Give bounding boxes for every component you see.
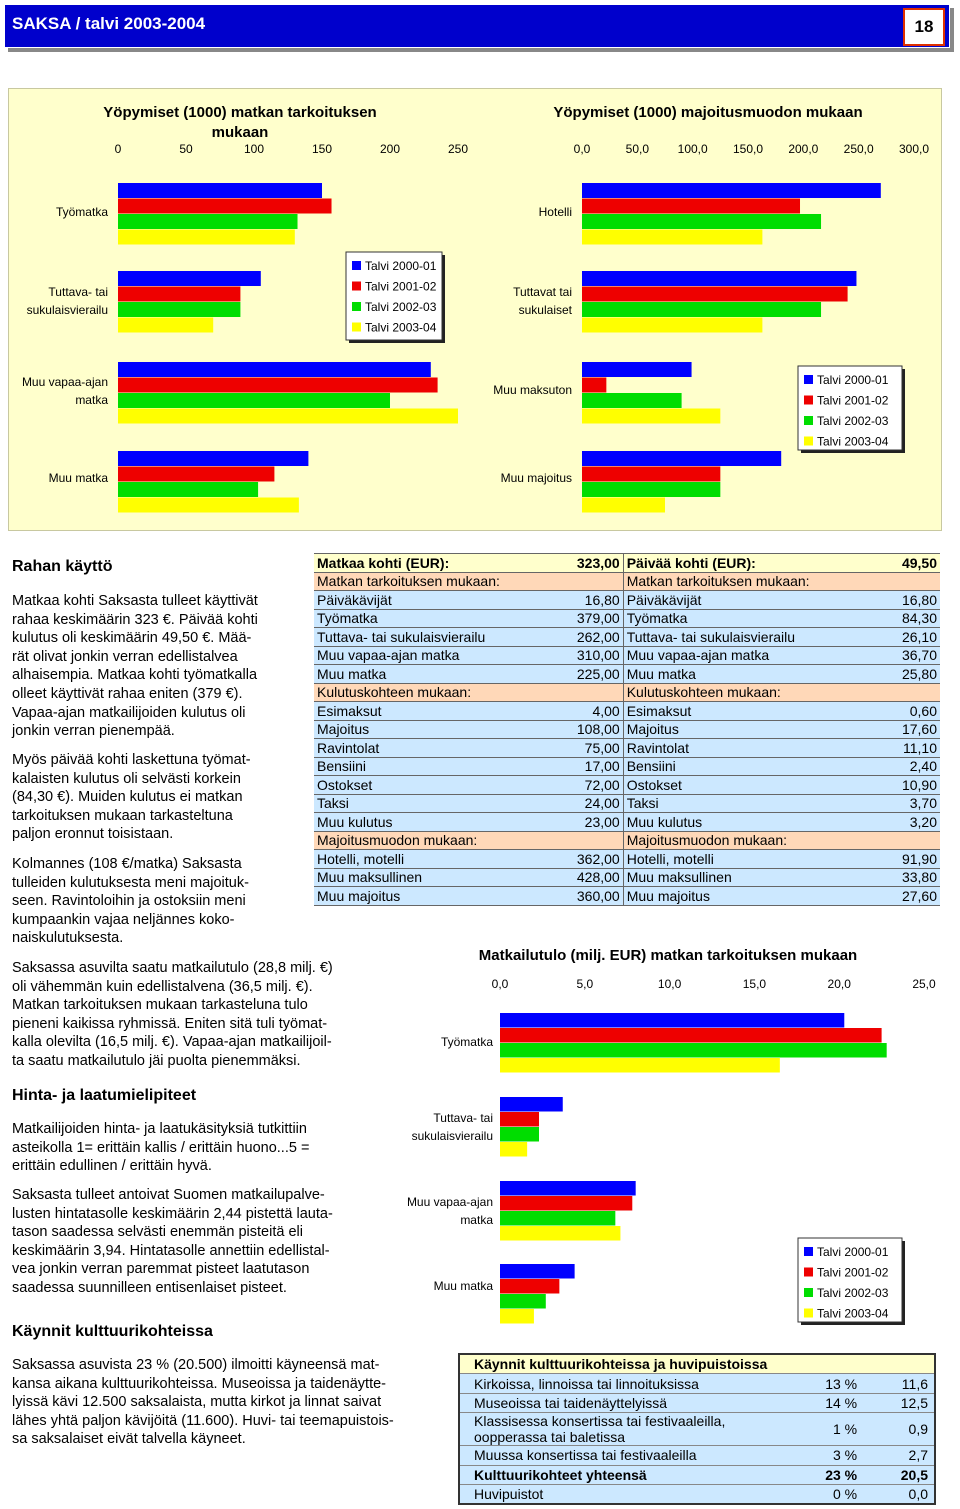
row-label-line: Huvipuistot	[474, 1486, 544, 1503]
table-cell: 17,00	[540, 757, 623, 776]
table-row	[314, 850, 940, 869]
table-row	[314, 628, 940, 647]
bar	[500, 1196, 632, 1211]
bar	[118, 451, 308, 466]
bar	[500, 1279, 559, 1294]
table-title: Käynnit kulttuurikohteissa ja huvipuistoissa	[459, 1354, 935, 1374]
row-label	[459, 1446, 793, 1465]
legend-swatch	[804, 1247, 813, 1256]
bar	[118, 498, 299, 513]
text-line: pieneni kaikissa ryhmissä. Eniten sitä tuli työmat-	[12, 1015, 328, 1032]
text-line: tason saadessa selvästi enemmän pisteitä eli	[12, 1224, 303, 1241]
category-label: sukulaiset	[518, 303, 572, 317]
table-row	[314, 646, 940, 665]
table-cell: 49,50	[850, 554, 940, 573]
legend-label: Talvi 2002-03	[817, 1286, 889, 1300]
bar	[118, 271, 261, 286]
bar	[118, 302, 240, 317]
spending-table	[314, 553, 940, 906]
table-cell: Tuttava- tai sukulaisvierailu	[314, 628, 540, 647]
row-label-line: Klassisessa konsertissa tai festivaaleilla,	[474, 1413, 726, 1430]
bar	[500, 1112, 539, 1127]
bar	[500, 1013, 844, 1028]
tick-label: 10,0	[657, 977, 682, 991]
bar	[582, 362, 692, 377]
page-title: SAKSA / talvi 2003-2004	[12, 14, 206, 33]
legend-label: Talvi 2003-04	[365, 320, 437, 335]
bar	[582, 214, 821, 229]
legend-swatch	[804, 1309, 813, 1318]
table-cell: Esimaksut	[314, 702, 540, 721]
tick-label: 25,0	[912, 977, 936, 991]
table-row	[314, 831, 940, 850]
row-percent: 23 %	[793, 1465, 863, 1484]
legend-label: Talvi 2001-02	[365, 279, 437, 294]
table-cell: 91,90	[850, 850, 940, 869]
category-label: Muu matka	[48, 471, 108, 485]
bar	[500, 1181, 636, 1196]
text-line: Myös päivää kohti laskettuna työmat-	[12, 752, 251, 768]
text-line: asteikolla 1= erittäin kallis / erittäin huono...5 =	[12, 1139, 310, 1156]
text-line: Saksassa asuvilta saatu matkailutulo (28,8 milj. €)	[12, 960, 333, 976]
legend-label: Talvi 2000-01	[817, 1245, 889, 1259]
table-row	[314, 665, 940, 684]
legend-swatch	[804, 396, 813, 405]
row-label	[459, 1484, 793, 1504]
text-line: naiskulutuksesta.	[12, 930, 124, 947]
table-row	[314, 683, 940, 702]
chart-title: Yöpymiset (1000) majoitusmuodon mukaan	[553, 104, 863, 121]
text-line: erittäin edullinen / erittäin hyvä.	[12, 1158, 212, 1175]
text-line: rät olivat jonkin verran edellistalvea	[12, 648, 238, 665]
table-cell: Matkaa kohti (EUR):	[314, 554, 540, 573]
legend-swatch	[352, 282, 361, 291]
chart-title: mukaan	[211, 124, 269, 141]
row-percent: 13 %	[793, 1374, 863, 1393]
bar	[118, 467, 274, 482]
category-label: Muu majoitus	[500, 471, 572, 485]
bar	[582, 409, 720, 424]
table-cell: Ravintolat	[623, 739, 850, 758]
table-cell: Bensiini	[623, 757, 850, 776]
tick-label: 50	[179, 142, 193, 156]
paragraph-5	[12, 1120, 309, 1176]
legend-swatch	[352, 261, 361, 270]
table-cell: Kulutuskohteen mukaan:	[623, 683, 850, 702]
table-row	[314, 887, 940, 906]
table-row	[459, 1484, 935, 1504]
table-cell: 10,90	[850, 776, 940, 795]
text-line: kalaisten kulutus oli selvästi korkein	[12, 770, 241, 787]
category-label: matka	[460, 1213, 493, 1227]
row-count: 0,0	[863, 1484, 935, 1504]
table-row	[459, 1393, 935, 1412]
table-cell: 84,30	[850, 609, 940, 628]
text-line: kumpaankin vajaa neljännes koko-	[12, 911, 235, 928]
text-line: sa saksalaiset eivät talvella käyneet.	[12, 1431, 246, 1448]
table-cell: Työmatka	[314, 609, 540, 628]
category-label: sukulaisvierailu	[26, 303, 108, 317]
text-line: paljon eronnut toisistaan.	[12, 826, 174, 843]
bar	[500, 1142, 527, 1157]
table-cell: 16,80	[540, 591, 623, 610]
table-cell: Muu kulutus	[314, 813, 540, 832]
category-label: Muu maksuton	[493, 383, 572, 397]
bar	[500, 1043, 887, 1058]
chart-title: Matkailutulo (milj. EUR) matkan tarkoituksen mukaan	[478, 947, 858, 964]
bar	[500, 1226, 620, 1241]
table-row	[314, 757, 940, 776]
legend-swatch	[804, 1268, 813, 1277]
bar	[582, 302, 821, 317]
row-count: 11,6	[863, 1374, 935, 1393]
text-line: tulleiden kulutuksesta meni majoituk-	[12, 874, 249, 891]
category-label: Tuttavat tai	[513, 285, 572, 299]
bar	[582, 287, 848, 302]
table-row	[314, 591, 940, 610]
bar	[118, 393, 390, 408]
text-line: ta saatu matkailutulo jäi puolta pienemmäksi.	[12, 1052, 301, 1069]
table-cell: Muu maksullinen	[623, 868, 850, 887]
page-number: 18	[903, 8, 945, 46]
row-label-line: Kulttuurikohteet yhteensä	[474, 1466, 647, 1483]
row-count: 12,5	[863, 1393, 935, 1412]
table-row	[314, 868, 940, 887]
bar	[118, 287, 240, 302]
bar	[118, 318, 213, 333]
tick-label: 50,0	[625, 142, 650, 156]
tick-label: 5,0	[576, 977, 594, 991]
table-row	[314, 739, 940, 758]
table-cell: Taksi	[314, 794, 540, 813]
row-count: 0,9	[863, 1413, 935, 1446]
table-cell: Ostokset	[314, 776, 540, 795]
row-label	[459, 1374, 793, 1393]
paragraph-1	[12, 592, 258, 741]
legend-swatch	[352, 302, 361, 311]
table-cell: 23,00	[540, 813, 623, 832]
table-cell: Hotelli, motelli	[314, 850, 540, 869]
text-line: olleet käyttivät rahaa eniten (379 €).	[12, 685, 243, 702]
bar	[500, 1097, 563, 1112]
table-cell: 72,00	[540, 776, 623, 795]
legend-swatch	[804, 437, 813, 446]
bar	[582, 318, 762, 333]
table-row	[314, 813, 940, 832]
table-cell	[850, 683, 940, 702]
table-row	[314, 776, 940, 795]
table-cell: Ostokset	[623, 776, 850, 795]
tick-label: 0,0	[491, 977, 509, 991]
table-cell: 27,60	[850, 887, 940, 906]
bar	[118, 409, 458, 424]
table-cell: 323,00	[540, 554, 623, 573]
bar	[118, 378, 438, 393]
table-cell: Majoitusmuodon mukaan:	[314, 831, 540, 850]
legend-swatch	[352, 323, 361, 332]
table-cell: Hotelli, motelli	[623, 850, 850, 869]
bar	[582, 393, 682, 408]
legend-swatch	[804, 375, 813, 384]
tick-label: 0,0	[573, 142, 591, 156]
row-label	[459, 1465, 793, 1484]
legend-label: Talvi 2001-02	[817, 1265, 889, 1280]
legend-swatch	[804, 1288, 813, 1297]
tick-label: 250	[447, 142, 469, 156]
table-cell	[850, 831, 940, 850]
section-heading-kulttuuri: Käynnit kulttuurikohteissa	[12, 1323, 213, 1340]
text-line: alhaisempia. Matkaa kohti työmatkalla	[12, 667, 258, 684]
bar	[500, 1127, 539, 1142]
bar	[500, 1211, 615, 1226]
table-cell: 362,00	[540, 850, 623, 869]
bar	[582, 230, 762, 245]
row-count: 20,5	[863, 1465, 935, 1484]
text-line: Vapaa-ajan matkailijoiden kulutus oli	[12, 704, 246, 721]
table-cell: Muu vapaa-ajan matka	[314, 646, 540, 665]
table-row	[314, 702, 940, 721]
tick-label: 100,0	[677, 142, 708, 156]
bar	[500, 1294, 546, 1309]
bar	[582, 183, 881, 198]
table-cell: Ravintolat	[314, 739, 540, 758]
table-cell: Matkan tarkoituksen mukaan:	[623, 572, 850, 591]
table-cell: 24,00	[540, 794, 623, 813]
text-line: Matkan tarkoituksen mukaan tarkasteluna tulo	[12, 997, 308, 1014]
legend-swatch	[804, 416, 813, 425]
bar	[118, 482, 258, 497]
bar	[500, 1264, 575, 1279]
text-line: lähes yhtä paljon kävijöitä (11.600). Huvi- tai teemapuistois-	[12, 1412, 394, 1429]
table-cell: Päiväkävijät	[623, 591, 850, 610]
table-cell: Majoitusmuodon mukaan:	[623, 831, 850, 850]
text-line: vea jonkin verran paremmat pisteet laatutason	[12, 1261, 310, 1278]
row-percent: 0 %	[793, 1484, 863, 1504]
table-cell	[540, 572, 623, 591]
table-cell: 33,80	[850, 868, 940, 887]
table-cell: 36,70	[850, 646, 940, 665]
table-cell: 26,10	[850, 628, 940, 647]
text-line: Kolmannes (108 €/matka) Saksasta	[12, 856, 242, 872]
tick-label: 250,0	[843, 142, 874, 156]
bar	[118, 362, 431, 377]
table-row	[459, 1446, 935, 1465]
bar	[118, 199, 332, 214]
table-cell: Muu majoitus	[314, 887, 540, 906]
category-label: matka	[75, 393, 108, 407]
table-cell: 262,00	[540, 628, 623, 647]
table-cell	[540, 831, 623, 850]
tick-label: 15,0	[742, 977, 767, 991]
paragraph-2	[12, 751, 251, 844]
section-heading-rahan-kaytto: Rahan käyttö	[12, 558, 113, 575]
table-cell: Matkan tarkoituksen mukaan:	[314, 572, 540, 591]
bar	[582, 482, 720, 497]
table-cell: Majoitus	[314, 720, 540, 739]
category-label: Työmatka	[55, 205, 108, 219]
table-cell: Tuttava- tai sukulaisvierailu	[623, 628, 850, 647]
table-cell: Työmatka	[623, 609, 850, 628]
bar	[582, 467, 720, 482]
table-cell: 310,00	[540, 646, 623, 665]
text-line: oli vähemmän kuin edellistalvena (36,5 milj. €).	[12, 978, 313, 995]
text-line: rahaa keskimäärin 323 €. Päivää kohti	[12, 611, 258, 628]
table-cell: 108,00	[540, 720, 623, 739]
category-label: Muu vapaa-ajan	[406, 1195, 493, 1209]
paragraph-6	[12, 1186, 333, 1298]
row-label-line: oopperassa tai baletissa	[474, 1429, 625, 1446]
row-label-line: Kirkoissa, linnoissa tai linnoituksissa	[474, 1375, 699, 1392]
row-percent: 1 %	[793, 1413, 863, 1446]
table-cell: Kulutuskohteen mukaan:	[314, 683, 540, 702]
table-cell: 17,60	[850, 720, 940, 739]
text-line: kalla olevilta (16,5 milj. €). Vapaa-ajan matkailijoil-	[12, 1034, 332, 1051]
table-cell: Muu majoitus	[623, 887, 850, 906]
table-cell: 3,20	[850, 813, 940, 832]
section-heading-hinta: Hinta- ja laatumielipiteet	[12, 1087, 197, 1104]
table-cell: Muu matka	[623, 665, 850, 684]
tick-label: 150,0	[732, 142, 764, 156]
table-cell: 0,60	[850, 702, 940, 721]
legend-label: Talvi 2002-03	[817, 414, 889, 428]
text-line: (84,30 €). Muiden kulutus ei matkan	[12, 789, 243, 806]
table-cell: Muu maksullinen	[314, 868, 540, 887]
tick-label: 150	[311, 142, 333, 156]
tick-label: 300,0	[898, 142, 930, 156]
chart-title: Yöpymiset (1000) matkan tarkoituksen	[103, 104, 377, 121]
text-line: Matkaa kohti Saksasta tulleet käyttivät	[12, 593, 258, 609]
category-label: Tuttava- tai	[433, 1111, 493, 1125]
category-label: Muu vapaa-ajan	[21, 375, 108, 389]
table-header-row	[459, 1354, 935, 1374]
table-row	[314, 794, 940, 813]
row-label	[459, 1413, 793, 1446]
table-cell: Bensiini	[314, 757, 540, 776]
table-cell: 225,00	[540, 665, 623, 684]
row-percent: 3 %	[793, 1446, 863, 1465]
table-cell: Esimaksut	[623, 702, 850, 721]
legend-label: Talvi 2003-04	[817, 1306, 889, 1321]
tick-label: 20,0	[827, 977, 851, 991]
tick-label: 100	[243, 142, 265, 156]
text-line: Matkailijoiden hinta- ja laatukäsityksiä tutkittiin	[12, 1121, 307, 1137]
legend-label: Talvi 2000-01	[365, 259, 437, 273]
bar	[582, 498, 665, 513]
tick-label: 200	[379, 142, 401, 156]
table-row	[314, 554, 940, 573]
table-cell: 25,80	[850, 665, 940, 684]
table-cell: Muu kulutus	[623, 813, 850, 832]
row-percent: 14 %	[793, 1393, 863, 1412]
category-label: Hotelli	[538, 205, 572, 219]
paragraph-3	[12, 855, 249, 948]
culture-visits-table	[458, 1353, 936, 1505]
table-cell: 428,00	[540, 868, 623, 887]
text-line: kulutus oli keskimäärin 49,50 €. Mää-	[12, 630, 252, 647]
table-cell: Päiväkävijät	[314, 591, 540, 610]
tick-label: 0	[114, 142, 122, 156]
table-cell: Muu vapaa-ajan matka	[623, 646, 850, 665]
table-cell: Päivää kohti (EUR):	[623, 554, 850, 573]
table-row	[459, 1465, 935, 1484]
category-label: sukulaisvierailu	[411, 1129, 493, 1143]
table-cell: 11,10	[850, 739, 940, 758]
bar	[582, 271, 856, 286]
text-line: seen. Ravintoloihin ja ostoksiin meni	[12, 893, 246, 910]
text-line: tarkoituksen mukaan tarkasteltuna	[12, 807, 233, 824]
text-line: lyissä kävi 12.500 saksalaista, mutta kirkot ja linnat saivat	[12, 1394, 382, 1411]
paragraph-4	[12, 959, 333, 1071]
paragraph-7	[12, 1356, 394, 1449]
table-row	[314, 720, 940, 739]
bar	[582, 199, 800, 214]
legend-label: Talvi 2001-02	[817, 393, 889, 408]
table-cell: 3,70	[850, 794, 940, 813]
table-cell: 379,00	[540, 609, 623, 628]
bar	[582, 378, 606, 393]
bar	[118, 230, 295, 245]
table-cell: 4,00	[540, 702, 623, 721]
table-row	[314, 609, 940, 628]
bar	[500, 1028, 882, 1043]
table-cell: 2,40	[850, 757, 940, 776]
text-line: Saksassa asuvista 23 % (20.500) ilmoitti käyneensä mat-	[12, 1357, 380, 1373]
text-line: lusten hintatasolle keskimäärin 2,44 pistettä lauta-	[12, 1205, 333, 1222]
bar	[582, 451, 781, 466]
table-row	[459, 1413, 935, 1446]
table-cell: Taksi	[623, 794, 850, 813]
row-label-line: Museoissa tai taidenäyttelyissä	[474, 1394, 667, 1411]
text-line: kansa aikana kulttuurikohteissa. Museoissa ja taidenäytte-	[12, 1375, 386, 1392]
table-cell	[850, 572, 940, 591]
bar	[500, 1058, 780, 1073]
table-cell: 75,00	[540, 739, 623, 758]
table-cell: Muu matka	[314, 665, 540, 684]
legend-label: Talvi 2000-01	[817, 373, 889, 387]
category-label: Muu matka	[433, 1279, 493, 1293]
tick-label: 200,0	[788, 142, 819, 156]
category-label: Työmatka	[440, 1035, 493, 1049]
bar	[118, 214, 298, 229]
table-cell: 16,80	[850, 591, 940, 610]
bar	[500, 1309, 534, 1324]
bar	[118, 183, 322, 198]
table-row	[459, 1374, 935, 1393]
table-cell: Majoitus	[623, 720, 850, 739]
row-label	[459, 1393, 793, 1412]
row-label-line: Muussa konsertissa tai festivaaleilla	[474, 1447, 697, 1464]
table-cell: 360,00	[540, 887, 623, 906]
category-label: Tuttava- tai	[48, 285, 108, 299]
row-count: 2,7	[863, 1446, 935, 1465]
text-line: saadessa suunnilleen entisenlaiset pisteet.	[12, 1279, 287, 1296]
text-line: jonkin verran pienempää.	[12, 723, 175, 740]
legend-label: Talvi 2003-04	[817, 434, 889, 449]
text-line: keskimäärin 3,94. Hintatasolle annettiin edellistal-	[12, 1242, 330, 1259]
table-cell	[540, 683, 623, 702]
table-row	[314, 572, 940, 591]
legend-label: Talvi 2002-03	[365, 300, 437, 314]
text-line: Saksasta tulleet antoivat Suomen matkailupalve-	[12, 1187, 325, 1203]
